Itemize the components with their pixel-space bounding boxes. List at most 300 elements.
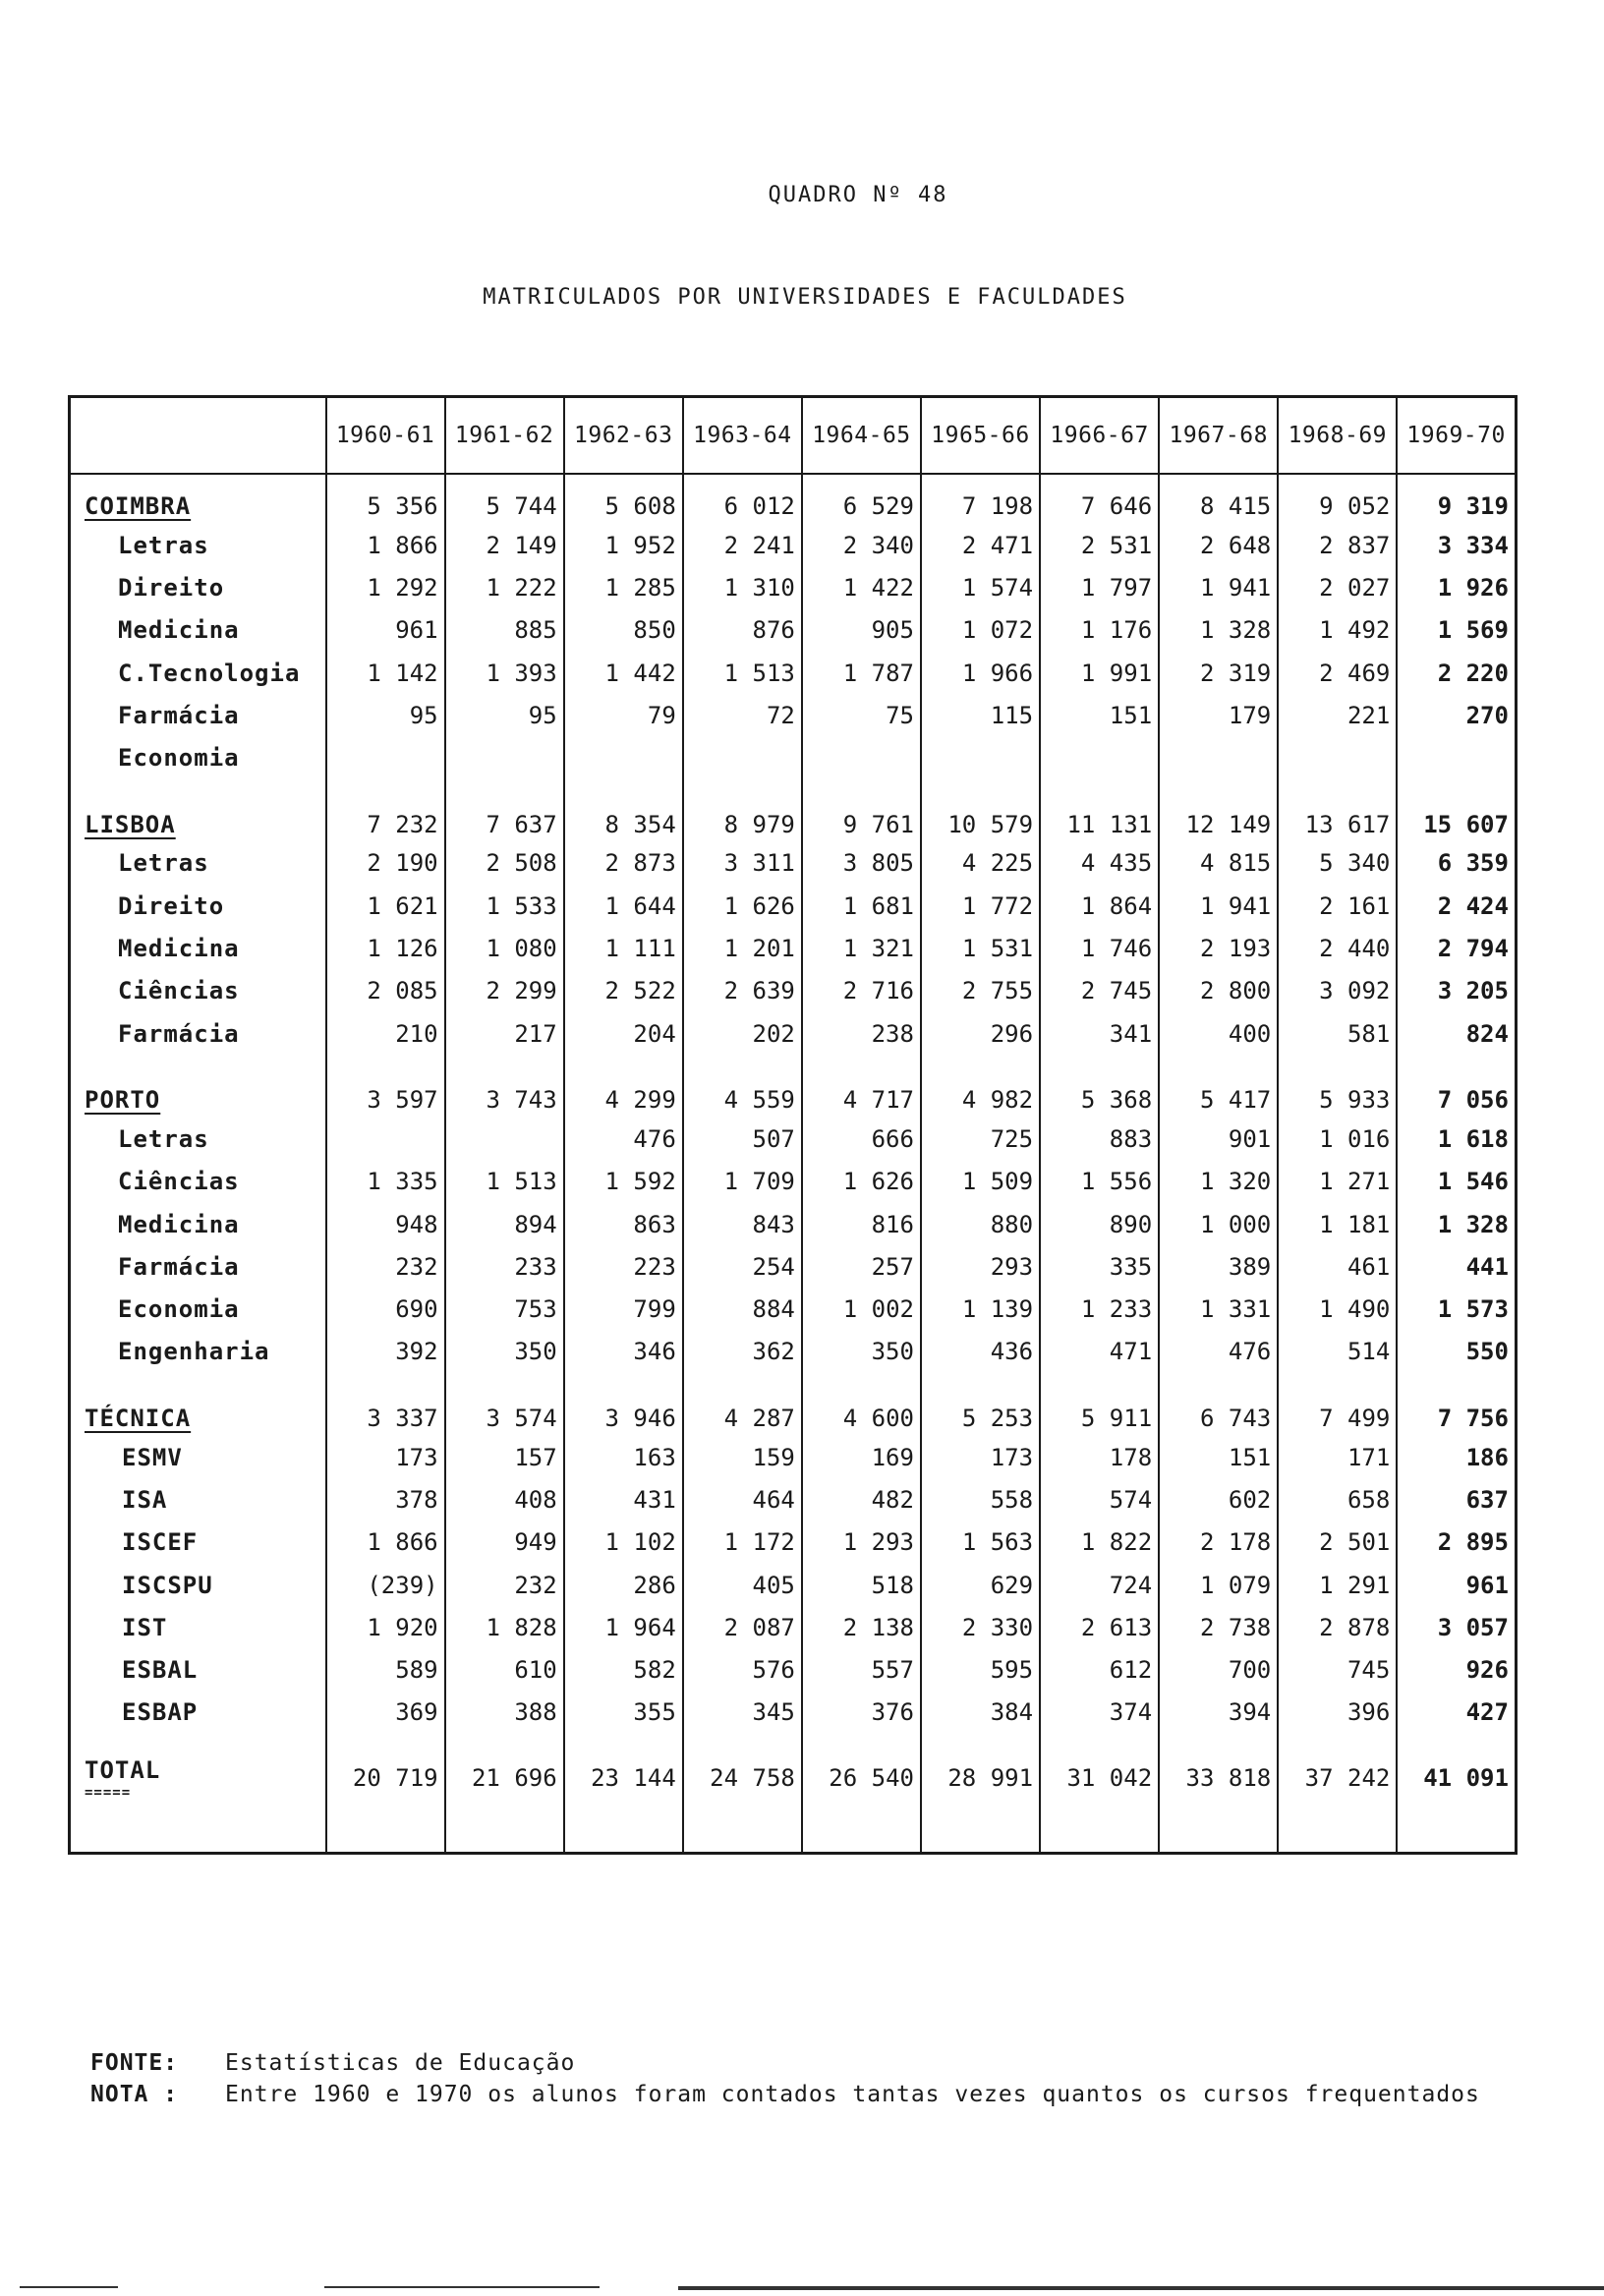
value-cell: 2 178 bbox=[1159, 1521, 1278, 1564]
value-cell: 436 bbox=[921, 1331, 1040, 1373]
value-cell: 1 573 bbox=[1397, 1288, 1516, 1330]
value-cell: 1 310 bbox=[683, 566, 802, 608]
value-cell: 350 bbox=[445, 1331, 564, 1373]
value-cell: 7 056 bbox=[1397, 1055, 1516, 1118]
year-header-1965-66: 1965-66 bbox=[921, 397, 1040, 475]
value-cell: 1 335 bbox=[326, 1161, 445, 1203]
value-cell bbox=[326, 736, 445, 778]
faculty-row bbox=[70, 1245, 1517, 1288]
group-label-tecnica bbox=[70, 1373, 326, 1436]
value-cell: 4 982 bbox=[921, 1055, 1040, 1118]
value-cell: 31 042 bbox=[1040, 1734, 1159, 1822]
value-cell: 550 bbox=[1397, 1331, 1516, 1373]
value-cell: 1 920 bbox=[326, 1606, 445, 1648]
faculty-row bbox=[70, 566, 1517, 608]
value-cell: 589 bbox=[326, 1649, 445, 1692]
frame-cell bbox=[70, 1822, 326, 1854]
source-note bbox=[90, 2050, 1506, 2076]
value-cell: 396 bbox=[1278, 1692, 1397, 1734]
value-cell: 2 873 bbox=[564, 842, 683, 885]
total-label-text: TOTAL bbox=[85, 1756, 161, 1785]
value-cell: 582 bbox=[564, 1649, 683, 1692]
value-cell: (239) bbox=[326, 1564, 445, 1606]
value-cell: 476 bbox=[1159, 1331, 1278, 1373]
note-label: NOTA : bbox=[90, 2082, 179, 2107]
value-cell: 5 744 bbox=[445, 474, 564, 524]
value-cell: 666 bbox=[802, 1118, 921, 1160]
group-label-coimbra-text: COIMBRA bbox=[85, 492, 192, 520]
value-cell: 2 299 bbox=[445, 970, 564, 1012]
value-cell: 4 287 bbox=[683, 1373, 802, 1436]
value-cell: 23 144 bbox=[564, 1734, 683, 1822]
value-cell: 1 991 bbox=[1040, 652, 1159, 694]
value-cell: 204 bbox=[564, 1012, 683, 1055]
enrollment-table bbox=[68, 395, 1518, 1855]
value-cell: 350 bbox=[802, 1331, 921, 1373]
footnote bbox=[90, 2082, 1506, 2107]
faculty-label bbox=[70, 1478, 326, 1521]
year-header-1969-70: 1969-70 bbox=[1397, 397, 1516, 475]
value-cell: 15 607 bbox=[1397, 779, 1516, 842]
value-cell: 355 bbox=[564, 1692, 683, 1734]
value-cell: 2 161 bbox=[1278, 885, 1397, 927]
source-label: FONTE: bbox=[90, 2050, 179, 2076]
value-cell: 2 340 bbox=[802, 524, 921, 566]
value-cell: 1 966 bbox=[921, 652, 1040, 694]
value-cell: 186 bbox=[1397, 1436, 1516, 1478]
value-cell: 2 319 bbox=[1159, 652, 1278, 694]
value-cell: 95 bbox=[445, 694, 564, 736]
value-cell: 72 bbox=[683, 694, 802, 736]
faculty-row bbox=[70, 694, 1517, 736]
value-cell bbox=[1040, 736, 1159, 778]
value-cell: 5 340 bbox=[1278, 842, 1397, 885]
value-cell: 890 bbox=[1040, 1203, 1159, 1245]
value-cell: 1 000 bbox=[1159, 1203, 1278, 1245]
value-cell: 2 794 bbox=[1397, 927, 1516, 969]
faculty-label bbox=[70, 694, 326, 736]
value-cell: 5 368 bbox=[1040, 1055, 1159, 1118]
value-cell: 2 895 bbox=[1397, 1521, 1516, 1564]
value-cell: 24 758 bbox=[683, 1734, 802, 1822]
year-header-1962-63: 1962-63 bbox=[564, 397, 683, 475]
faculty-label bbox=[70, 927, 326, 969]
value-cell: 362 bbox=[683, 1331, 802, 1373]
value-cell: 2 193 bbox=[1159, 927, 1278, 969]
value-cell: 948 bbox=[326, 1203, 445, 1245]
value-cell: 3 597 bbox=[326, 1055, 445, 1118]
frame-cell bbox=[564, 1822, 683, 1854]
faculty-label-text: Medicina bbox=[118, 1210, 240, 1238]
value-cell: 6 529 bbox=[802, 474, 921, 524]
value-cell: 384 bbox=[921, 1692, 1040, 1734]
value-cell: 753 bbox=[445, 1288, 564, 1330]
value-cell: 1 563 bbox=[921, 1521, 1040, 1564]
value-cell: 388 bbox=[445, 1692, 564, 1734]
value-cell: 461 bbox=[1278, 1245, 1397, 1288]
group-label-lisboa bbox=[70, 779, 326, 842]
value-cell bbox=[1397, 736, 1516, 778]
value-cell: 2 149 bbox=[445, 524, 564, 566]
value-cell: 341 bbox=[1040, 1012, 1159, 1055]
document-title: MATRICULADOS POR UNIVERSIDADES E FACULDADES bbox=[483, 285, 1127, 310]
value-cell: 8 415 bbox=[1159, 474, 1278, 524]
group-row-coimbra bbox=[70, 474, 1517, 524]
value-cell: 1 331 bbox=[1159, 1288, 1278, 1330]
value-cell: 824 bbox=[1397, 1012, 1516, 1055]
value-cell: 4 815 bbox=[1159, 842, 1278, 885]
faculty-label bbox=[70, 1118, 326, 1160]
faculty-row bbox=[70, 652, 1517, 694]
value-cell: 3 057 bbox=[1397, 1606, 1516, 1648]
value-cell: 558 bbox=[921, 1478, 1040, 1521]
faculty-label-text: C.Tecnologia bbox=[118, 659, 301, 687]
value-cell: 6 359 bbox=[1397, 842, 1516, 885]
faculty-row bbox=[70, 885, 1517, 927]
faculty-row bbox=[70, 927, 1517, 969]
value-cell: 1 746 bbox=[1040, 927, 1159, 969]
faculty-label-text: Letras bbox=[118, 531, 209, 559]
faculty-label-text: ESBAP bbox=[122, 1698, 199, 1727]
faculty-label bbox=[70, 566, 326, 608]
value-cell: 1 592 bbox=[564, 1161, 683, 1203]
faculty-row bbox=[70, 524, 1517, 566]
value-cell: 159 bbox=[683, 1436, 802, 1478]
value-cell: 4 225 bbox=[921, 842, 1040, 885]
faculty-label bbox=[70, 736, 326, 778]
value-cell: 346 bbox=[564, 1331, 683, 1373]
value-cell: 799 bbox=[564, 1288, 683, 1330]
value-cell: 5 417 bbox=[1159, 1055, 1278, 1118]
value-cell: 374 bbox=[1040, 1692, 1159, 1734]
value-cell: 1 233 bbox=[1040, 1288, 1159, 1330]
year-header-1960-61: 1960-61 bbox=[326, 397, 445, 475]
faculty-label bbox=[70, 1331, 326, 1373]
value-cell: 431 bbox=[564, 1478, 683, 1521]
value-cell: 1 941 bbox=[1159, 885, 1278, 927]
group-row-tecnica bbox=[70, 1373, 1517, 1436]
value-cell bbox=[683, 736, 802, 778]
value-cell: 1 176 bbox=[1040, 609, 1159, 652]
value-cell: 270 bbox=[1397, 694, 1516, 736]
value-cell: 79 bbox=[564, 694, 683, 736]
faculty-label bbox=[70, 609, 326, 652]
notes-section bbox=[90, 2050, 1506, 2113]
faculty-row bbox=[70, 1521, 1517, 1564]
value-cell: 4 559 bbox=[683, 1055, 802, 1118]
value-cell: 2 508 bbox=[445, 842, 564, 885]
value-cell: 2 878 bbox=[1278, 1606, 1397, 1648]
value-cell: 1 822 bbox=[1040, 1521, 1159, 1564]
value-cell: 518 bbox=[802, 1564, 921, 1606]
value-cell: 5 356 bbox=[326, 474, 445, 524]
value-cell bbox=[326, 1118, 445, 1160]
value-cell: 210 bbox=[326, 1012, 445, 1055]
value-cell: 9 761 bbox=[802, 779, 921, 842]
faculty-label-text: ISCEF bbox=[122, 1528, 199, 1557]
value-cell: 949 bbox=[445, 1521, 564, 1564]
value-cell: 905 bbox=[802, 609, 921, 652]
value-cell: 724 bbox=[1040, 1564, 1159, 1606]
value-cell: 1 126 bbox=[326, 927, 445, 969]
value-cell: 232 bbox=[445, 1564, 564, 1606]
faculty-label bbox=[70, 524, 326, 566]
value-cell: 1 952 bbox=[564, 524, 683, 566]
faculty-label bbox=[70, 842, 326, 885]
value-cell: 2 471 bbox=[921, 524, 1040, 566]
value-cell: 3 805 bbox=[802, 842, 921, 885]
faculty-row bbox=[70, 1161, 1517, 1203]
faculty-row bbox=[70, 970, 1517, 1012]
value-cell: 1 320 bbox=[1159, 1161, 1278, 1203]
value-cell: 1 513 bbox=[683, 652, 802, 694]
value-cell: 2 190 bbox=[326, 842, 445, 885]
value-cell: 151 bbox=[1040, 694, 1159, 736]
value-cell: 75 bbox=[802, 694, 921, 736]
faculty-label bbox=[70, 885, 326, 927]
value-cell: 3 334 bbox=[1397, 524, 1516, 566]
value-cell: 1 681 bbox=[802, 885, 921, 927]
value-cell: 4 435 bbox=[1040, 842, 1159, 885]
faculty-label-text: Direito bbox=[118, 573, 225, 602]
value-cell: 217 bbox=[445, 1012, 564, 1055]
value-cell: 2 424 bbox=[1397, 885, 1516, 927]
value-cell: 296 bbox=[921, 1012, 1040, 1055]
value-cell: 1 709 bbox=[683, 1161, 802, 1203]
value-cell: 745 bbox=[1278, 1649, 1397, 1692]
value-cell: 254 bbox=[683, 1245, 802, 1288]
value-cell: 2 085 bbox=[326, 970, 445, 1012]
group-label-tecnica-text: TÉCNICA bbox=[85, 1405, 192, 1433]
value-cell: 3 574 bbox=[445, 1373, 564, 1436]
value-cell: 293 bbox=[921, 1245, 1040, 1288]
year-header-1966-67: 1966-67 bbox=[1040, 397, 1159, 475]
value-cell: 3 946 bbox=[564, 1373, 683, 1436]
value-cell: 1 964 bbox=[564, 1606, 683, 1648]
value-cell: 1 102 bbox=[564, 1521, 683, 1564]
value-cell: 8 354 bbox=[564, 779, 683, 842]
value-cell: 2 745 bbox=[1040, 970, 1159, 1012]
value-cell: 1 546 bbox=[1397, 1161, 1516, 1203]
group-label-coimbra bbox=[70, 474, 326, 524]
value-cell: 7 499 bbox=[1278, 1373, 1397, 1436]
value-cell: 41 091 bbox=[1397, 1734, 1516, 1822]
value-cell: 576 bbox=[683, 1649, 802, 1692]
value-cell: 179 bbox=[1159, 694, 1278, 736]
faculty-label-text: ESBAL bbox=[122, 1656, 199, 1685]
value-cell: 378 bbox=[326, 1478, 445, 1521]
frame-cell bbox=[1040, 1822, 1159, 1854]
value-cell: 21 696 bbox=[445, 1734, 564, 1822]
value-cell: 629 bbox=[921, 1564, 1040, 1606]
value-cell: 286 bbox=[564, 1564, 683, 1606]
year-header-1968-69: 1968-69 bbox=[1278, 397, 1397, 475]
value-cell: 843 bbox=[683, 1203, 802, 1245]
value-cell: 12 149 bbox=[1159, 779, 1278, 842]
value-cell: 1 285 bbox=[564, 566, 683, 608]
group-label-porto-text: PORTO bbox=[85, 1086, 161, 1115]
faculty-row bbox=[70, 1478, 1517, 1521]
value-cell: 178 bbox=[1040, 1436, 1159, 1478]
value-cell: 863 bbox=[564, 1203, 683, 1245]
faculty-label-text: ISCSPU bbox=[122, 1571, 213, 1599]
value-cell: 2 531 bbox=[1040, 524, 1159, 566]
value-cell: 1 626 bbox=[683, 885, 802, 927]
value-cell: 7 198 bbox=[921, 474, 1040, 524]
faculty-label-text: Engenharia bbox=[118, 1338, 270, 1366]
value-cell: 7 646 bbox=[1040, 474, 1159, 524]
value-cell bbox=[802, 736, 921, 778]
table-bottom-frame bbox=[70, 1822, 1517, 1854]
value-cell: 700 bbox=[1159, 1649, 1278, 1692]
value-cell: 9 319 bbox=[1397, 474, 1516, 524]
value-cell bbox=[1159, 736, 1278, 778]
faculty-row bbox=[70, 1118, 1517, 1160]
value-cell: 2 837 bbox=[1278, 524, 1397, 566]
value-cell: 233 bbox=[445, 1245, 564, 1288]
faculty-label-text: Letras bbox=[118, 1124, 209, 1153]
value-cell: 2 755 bbox=[921, 970, 1040, 1012]
value-cell: 1 556 bbox=[1040, 1161, 1159, 1203]
faculty-row bbox=[70, 1606, 1517, 1648]
value-cell: 2 738 bbox=[1159, 1606, 1278, 1648]
value-cell: 376 bbox=[802, 1692, 921, 1734]
faculty-label bbox=[70, 1288, 326, 1330]
frame-cell bbox=[921, 1822, 1040, 1854]
value-cell: 816 bbox=[802, 1203, 921, 1245]
value-cell: 471 bbox=[1040, 1331, 1159, 1373]
frame-cell bbox=[683, 1822, 802, 1854]
value-cell: 1 626 bbox=[802, 1161, 921, 1203]
value-cell: 1 072 bbox=[921, 609, 1040, 652]
value-cell: 8 979 bbox=[683, 779, 802, 842]
value-cell: 1 864 bbox=[1040, 885, 1159, 927]
value-cell: 901 bbox=[1159, 1118, 1278, 1160]
faculty-row bbox=[70, 1331, 1517, 1373]
faculty-row bbox=[70, 1288, 1517, 1330]
value-cell: 5 608 bbox=[564, 474, 683, 524]
value-cell: 1 926 bbox=[1397, 566, 1516, 608]
value-cell: 1 797 bbox=[1040, 566, 1159, 608]
value-cell: 173 bbox=[921, 1436, 1040, 1478]
faculty-label-text: Farmácia bbox=[118, 1252, 240, 1281]
year-header-1961-62: 1961-62 bbox=[445, 397, 564, 475]
year-header-1967-68: 1967-68 bbox=[1159, 397, 1278, 475]
value-cell: 28 991 bbox=[921, 1734, 1040, 1822]
bottom-rule-middle bbox=[324, 2286, 600, 2288]
value-cell: 884 bbox=[683, 1288, 802, 1330]
faculty-label bbox=[70, 1245, 326, 1288]
value-cell: 6 012 bbox=[683, 474, 802, 524]
value-cell: 3 205 bbox=[1397, 970, 1516, 1012]
value-cell: 595 bbox=[921, 1649, 1040, 1692]
value-cell: 2 716 bbox=[802, 970, 921, 1012]
value-cell: 1 533 bbox=[445, 885, 564, 927]
frame-cell bbox=[326, 1822, 445, 1854]
value-cell: 392 bbox=[326, 1331, 445, 1373]
value-cell: 441 bbox=[1397, 1245, 1516, 1288]
value-cell: 171 bbox=[1278, 1436, 1397, 1478]
bottom-rule-right bbox=[678, 2286, 1604, 2290]
value-cell: 1 513 bbox=[445, 1161, 564, 1203]
value-cell: 2 800 bbox=[1159, 970, 1278, 1012]
frame-cell bbox=[1159, 1822, 1278, 1854]
value-cell: 1 492 bbox=[1278, 609, 1397, 652]
value-cell: 1 172 bbox=[683, 1521, 802, 1564]
value-cell: 26 540 bbox=[802, 1734, 921, 1822]
value-cell: 1 201 bbox=[683, 927, 802, 969]
value-cell: 5 253 bbox=[921, 1373, 1040, 1436]
faculty-row bbox=[70, 1692, 1517, 1734]
header-corner-cell bbox=[70, 397, 326, 475]
value-cell: 1 139 bbox=[921, 1288, 1040, 1330]
value-cell: 1 079 bbox=[1159, 1564, 1278, 1606]
faculty-row bbox=[70, 1012, 1517, 1055]
value-cell: 1 509 bbox=[921, 1161, 1040, 1203]
value-cell: 1 393 bbox=[445, 652, 564, 694]
value-cell: 400 bbox=[1159, 1012, 1278, 1055]
value-cell: 1 422 bbox=[802, 566, 921, 608]
faculty-label bbox=[70, 1161, 326, 1203]
value-cell: 2 027 bbox=[1278, 566, 1397, 608]
value-cell: 6 743 bbox=[1159, 1373, 1278, 1436]
year-header-1963-64: 1963-64 bbox=[683, 397, 802, 475]
value-cell: 926 bbox=[1397, 1649, 1516, 1692]
value-cell bbox=[564, 736, 683, 778]
value-cell: 238 bbox=[802, 1012, 921, 1055]
value-cell: 476 bbox=[564, 1118, 683, 1160]
value-cell: 13 617 bbox=[1278, 779, 1397, 842]
faculty-label-text: Letras bbox=[118, 849, 209, 878]
faculty-label-text: Economia bbox=[118, 744, 240, 773]
value-cell: 2 613 bbox=[1040, 1606, 1159, 1648]
value-cell: 4 299 bbox=[564, 1055, 683, 1118]
faculty-label-text: Medicina bbox=[118, 935, 240, 963]
value-cell: 2 330 bbox=[921, 1606, 1040, 1648]
frame-cell bbox=[802, 1822, 921, 1854]
value-cell: 335 bbox=[1040, 1245, 1159, 1288]
total-label bbox=[70, 1734, 326, 1822]
value-cell: 427 bbox=[1397, 1692, 1516, 1734]
value-cell: 95 bbox=[326, 694, 445, 736]
total-row bbox=[70, 1734, 1517, 1822]
document-number: QUADRO Nº 48 bbox=[768, 183, 948, 207]
value-cell: 405 bbox=[683, 1564, 802, 1606]
note-text: Entre 1960 e 1970 os alunos foram contados tantas vezes quantos os cursos frequentados bbox=[225, 2082, 1480, 2107]
value-cell: 1 574 bbox=[921, 566, 1040, 608]
value-cell: 169 bbox=[802, 1436, 921, 1478]
value-cell: 2 469 bbox=[1278, 652, 1397, 694]
value-cell: 610 bbox=[445, 1649, 564, 1692]
value-cell: 637 bbox=[1397, 1478, 1516, 1521]
value-cell: 3 311 bbox=[683, 842, 802, 885]
faculty-row bbox=[70, 1564, 1517, 1606]
value-cell: 394 bbox=[1159, 1692, 1278, 1734]
value-cell: 1 271 bbox=[1278, 1161, 1397, 1203]
value-cell: 408 bbox=[445, 1478, 564, 1521]
value-cell: 883 bbox=[1040, 1118, 1159, 1160]
total-double-underline: ===== bbox=[85, 1785, 132, 1802]
faculty-label-text: Economia bbox=[118, 1295, 240, 1324]
value-cell: 4 600 bbox=[802, 1373, 921, 1436]
frame-cell bbox=[445, 1822, 564, 1854]
value-cell: 369 bbox=[326, 1692, 445, 1734]
value-cell: 2 440 bbox=[1278, 927, 1397, 969]
value-cell: 1 569 bbox=[1397, 609, 1516, 652]
value-cell: 389 bbox=[1159, 1245, 1278, 1288]
value-cell: 876 bbox=[683, 609, 802, 652]
value-cell: 3 743 bbox=[445, 1055, 564, 1118]
